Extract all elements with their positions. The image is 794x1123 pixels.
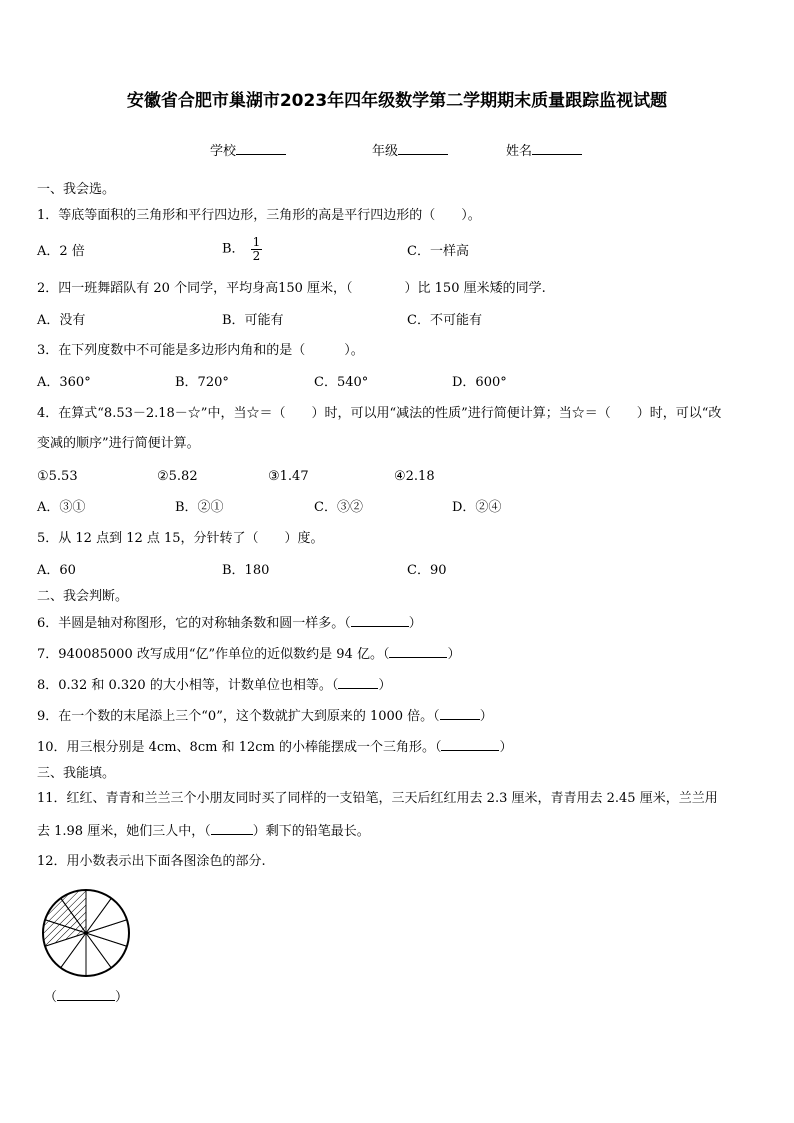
q7-answer-blank[interactable]: [389, 645, 447, 658]
name-label: 姓名: [506, 144, 533, 159]
q2-option-a[interactable]: A．没有: [37, 313, 86, 328]
q12-answer-open: （: [44, 990, 58, 1005]
q4-option-b[interactable]: B．②①: [175, 500, 224, 515]
question-11-text-post: ）剩下的铅笔最长。: [252, 824, 370, 839]
shaded-circle-figure: [40, 887, 132, 979]
q9-answer-blank[interactable]: [440, 707, 480, 720]
question-9: [37, 707, 493, 725]
school-label: 学校: [210, 144, 237, 159]
page-title: 安徽省合肥市巢湖市2023年四年级数学第二学期期末质量跟踪监视试题: [126, 91, 668, 111]
section-heading-2: 二、我会判断。: [37, 589, 129, 604]
q2-option-c[interactable]: C．不可能有: [407, 313, 482, 328]
q5-option-a[interactable]: A．60: [37, 563, 76, 578]
school-blank[interactable]: [236, 141, 286, 155]
q3-option-a[interactable]: A．360°: [37, 375, 91, 390]
q12-answer: [44, 988, 128, 1006]
q8-answer-blank[interactable]: [338, 676, 378, 689]
q1-option-a[interactable]: A．2 倍: [37, 244, 85, 259]
q6-answer-blank[interactable]: [351, 614, 409, 627]
question-5: 5．从 12 点到 12 点 15，分针转了（ ）度。: [37, 531, 324, 546]
q3-option-c[interactable]: C．540°: [314, 375, 369, 390]
q1-option-b-prefix: B．: [222, 241, 245, 257]
q12-answer-close: ）: [115, 990, 129, 1005]
question-6-close: ）: [408, 616, 422, 631]
question-10: [37, 738, 513, 756]
section-heading-1: 一、我会选。: [37, 182, 116, 197]
question-7-close: ）: [447, 647, 461, 662]
fraction-denominator: 2: [252, 249, 261, 263]
q11-answer-blank[interactable]: [211, 822, 253, 835]
question-11-text-pre: 去 1.98 厘米，她们三人中，（: [37, 824, 211, 839]
question-8-close: ）: [378, 678, 392, 693]
question-11-line-1: 11．红红、青青和兰兰三个小朋友同时买了同样的一支铅笔，三天后红红用去 2.3 厘米，青青用去 2.45 厘米，兰兰用: [37, 791, 718, 806]
q5-option-b[interactable]: B．180: [222, 563, 270, 578]
q4-option-c[interactable]: C．③②: [314, 500, 363, 515]
question-3: 3．在下列度数中不可能是多边形内角和的是（ ）。: [37, 343, 364, 358]
grade-field[interactable]: [372, 140, 448, 159]
question-2: 2．四一班舞蹈队有 20 个同学，平均身高150 厘米，（ ）比 150 厘米矮的同学.: [37, 281, 546, 296]
question-4-line-1: 4．在算式“8.53－2.18－☆”中，当☆＝（ ）时，可以用“减法的性质”进行简便计算；当☆＝（ ）时，可以“改: [37, 406, 722, 421]
question-9-text: 9．在一个数的末尾添上三个“0”，这个数就扩大到原来的 1000 倍。（: [37, 709, 440, 724]
q3-option-d[interactable]: D．600°: [452, 375, 507, 390]
grade-label: 年级: [372, 144, 399, 159]
question-4-line-2: 变减的顺序”进行简便计算。: [37, 436, 200, 451]
question-8-text: 8．0.32 和 0.320 的大小相等，计数单位也相等。（: [37, 678, 339, 693]
q3-option-b[interactable]: B．720°: [175, 375, 229, 390]
q4-option-a[interactable]: A．③①: [37, 500, 86, 515]
question-10-text: 10．用三根分别是 4cm、8cm 和 12cm 的小棒能摆成一个三角形。（: [37, 740, 442, 755]
question-1: 1．等底等面积的三角形和平行四边形，三角形的高是平行四边形的（ ）。: [37, 208, 481, 223]
question-9-close: ）: [479, 709, 493, 724]
question-12: 12．用小数表示出下面各图涂色的部分.: [37, 854, 266, 869]
q10-answer-blank[interactable]: [441, 738, 499, 751]
q1-option-c[interactable]: C．一样高: [407, 244, 469, 259]
q5-option-c[interactable]: C．90: [407, 563, 447, 578]
q4-choice-4: ④2.18: [394, 469, 435, 484]
q1-option-b[interactable]: [222, 236, 262, 263]
q4-choice-1: ①5.53: [37, 469, 78, 484]
section-heading-3: 三、我能填。: [37, 766, 116, 781]
name-field[interactable]: [506, 140, 582, 159]
question-11-line-2: [37, 822, 370, 840]
grade-blank[interactable]: [398, 141, 448, 155]
question-7-text: 7．940085000 改写成用“亿”作单位的近似数约是 94 亿。（: [37, 647, 390, 662]
q4-option-d[interactable]: D．②④: [452, 500, 502, 515]
question-6-text: 6．半圆是轴对称图形，它的对称轴条数和圆一样多。（: [37, 616, 351, 631]
school-field[interactable]: [210, 140, 286, 159]
question-7: [37, 645, 460, 663]
name-blank[interactable]: [532, 141, 582, 155]
question-10-close: ）: [499, 740, 513, 755]
fraction-one-half: [251, 236, 263, 263]
q12-answer-blank[interactable]: [57, 988, 115, 1001]
q4-choice-3: ③1.47: [268, 469, 309, 484]
fraction-numerator: 1: [252, 235, 261, 249]
question-6: [37, 614, 422, 632]
q4-choice-2: ②5.82: [157, 469, 198, 484]
question-8: [37, 676, 391, 694]
q2-option-b[interactable]: B．可能有: [222, 313, 284, 328]
